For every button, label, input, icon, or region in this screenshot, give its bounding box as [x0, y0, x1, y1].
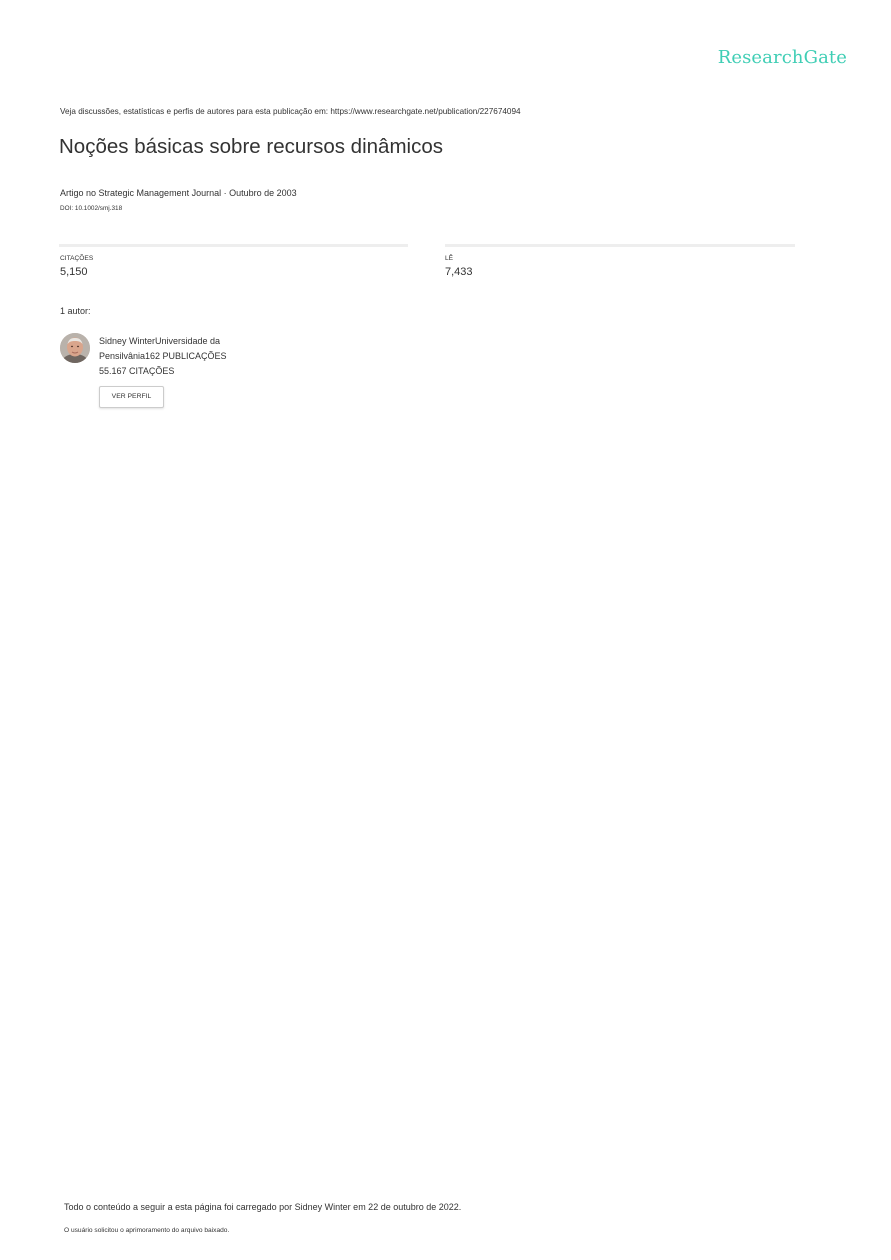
reads-divider [445, 244, 795, 247]
publication-title: Noções básicas sobre recursos dinâmicos [59, 135, 443, 158]
author-citations: 55.167 CITAÇÕES [99, 366, 175, 376]
author-affiliation-publications: Pensilvânia162 PUBLICAÇÕES [99, 351, 227, 361]
enhancement-note: O usuário solicitou o aprimoramento do arquivo baixado. [64, 1227, 230, 1234]
citations-label: CITAÇÕES [60, 255, 94, 262]
view-profile-button[interactable]: VER PERFIL [99, 386, 164, 408]
reads-label: LÊ [445, 255, 454, 262]
author-avatar[interactable] [60, 333, 90, 363]
citations-divider [59, 244, 408, 247]
author-name-affiliation[interactable]: Sidney WinterUniversidade da [99, 336, 221, 346]
citations-count: 5,150 [60, 266, 88, 278]
article-meta: Artigo no Strategic Management Journal · Outubro de 2003 [60, 188, 297, 198]
reads-count: 7,433 [445, 266, 473, 278]
doi-line: DOI: 10.1002/smj.318 [60, 205, 123, 212]
authors-heading: 1 autor: [60, 306, 91, 316]
upload-note: Todo o conteúdo a seguir a esta página foi carregado por Sidney Winter em 22 de outubro de 2022. [64, 1202, 462, 1212]
researchgate-logo[interactable]: ResearchGate [717, 47, 847, 68]
author-info [99, 334, 254, 379]
person-photo-icon [60, 333, 90, 363]
publication-link-line[interactable]: Veja discussões, estatísticas e perfis de autores para esta publicação em: https://www.researchgate.net/publication/227674094 [60, 107, 521, 116]
